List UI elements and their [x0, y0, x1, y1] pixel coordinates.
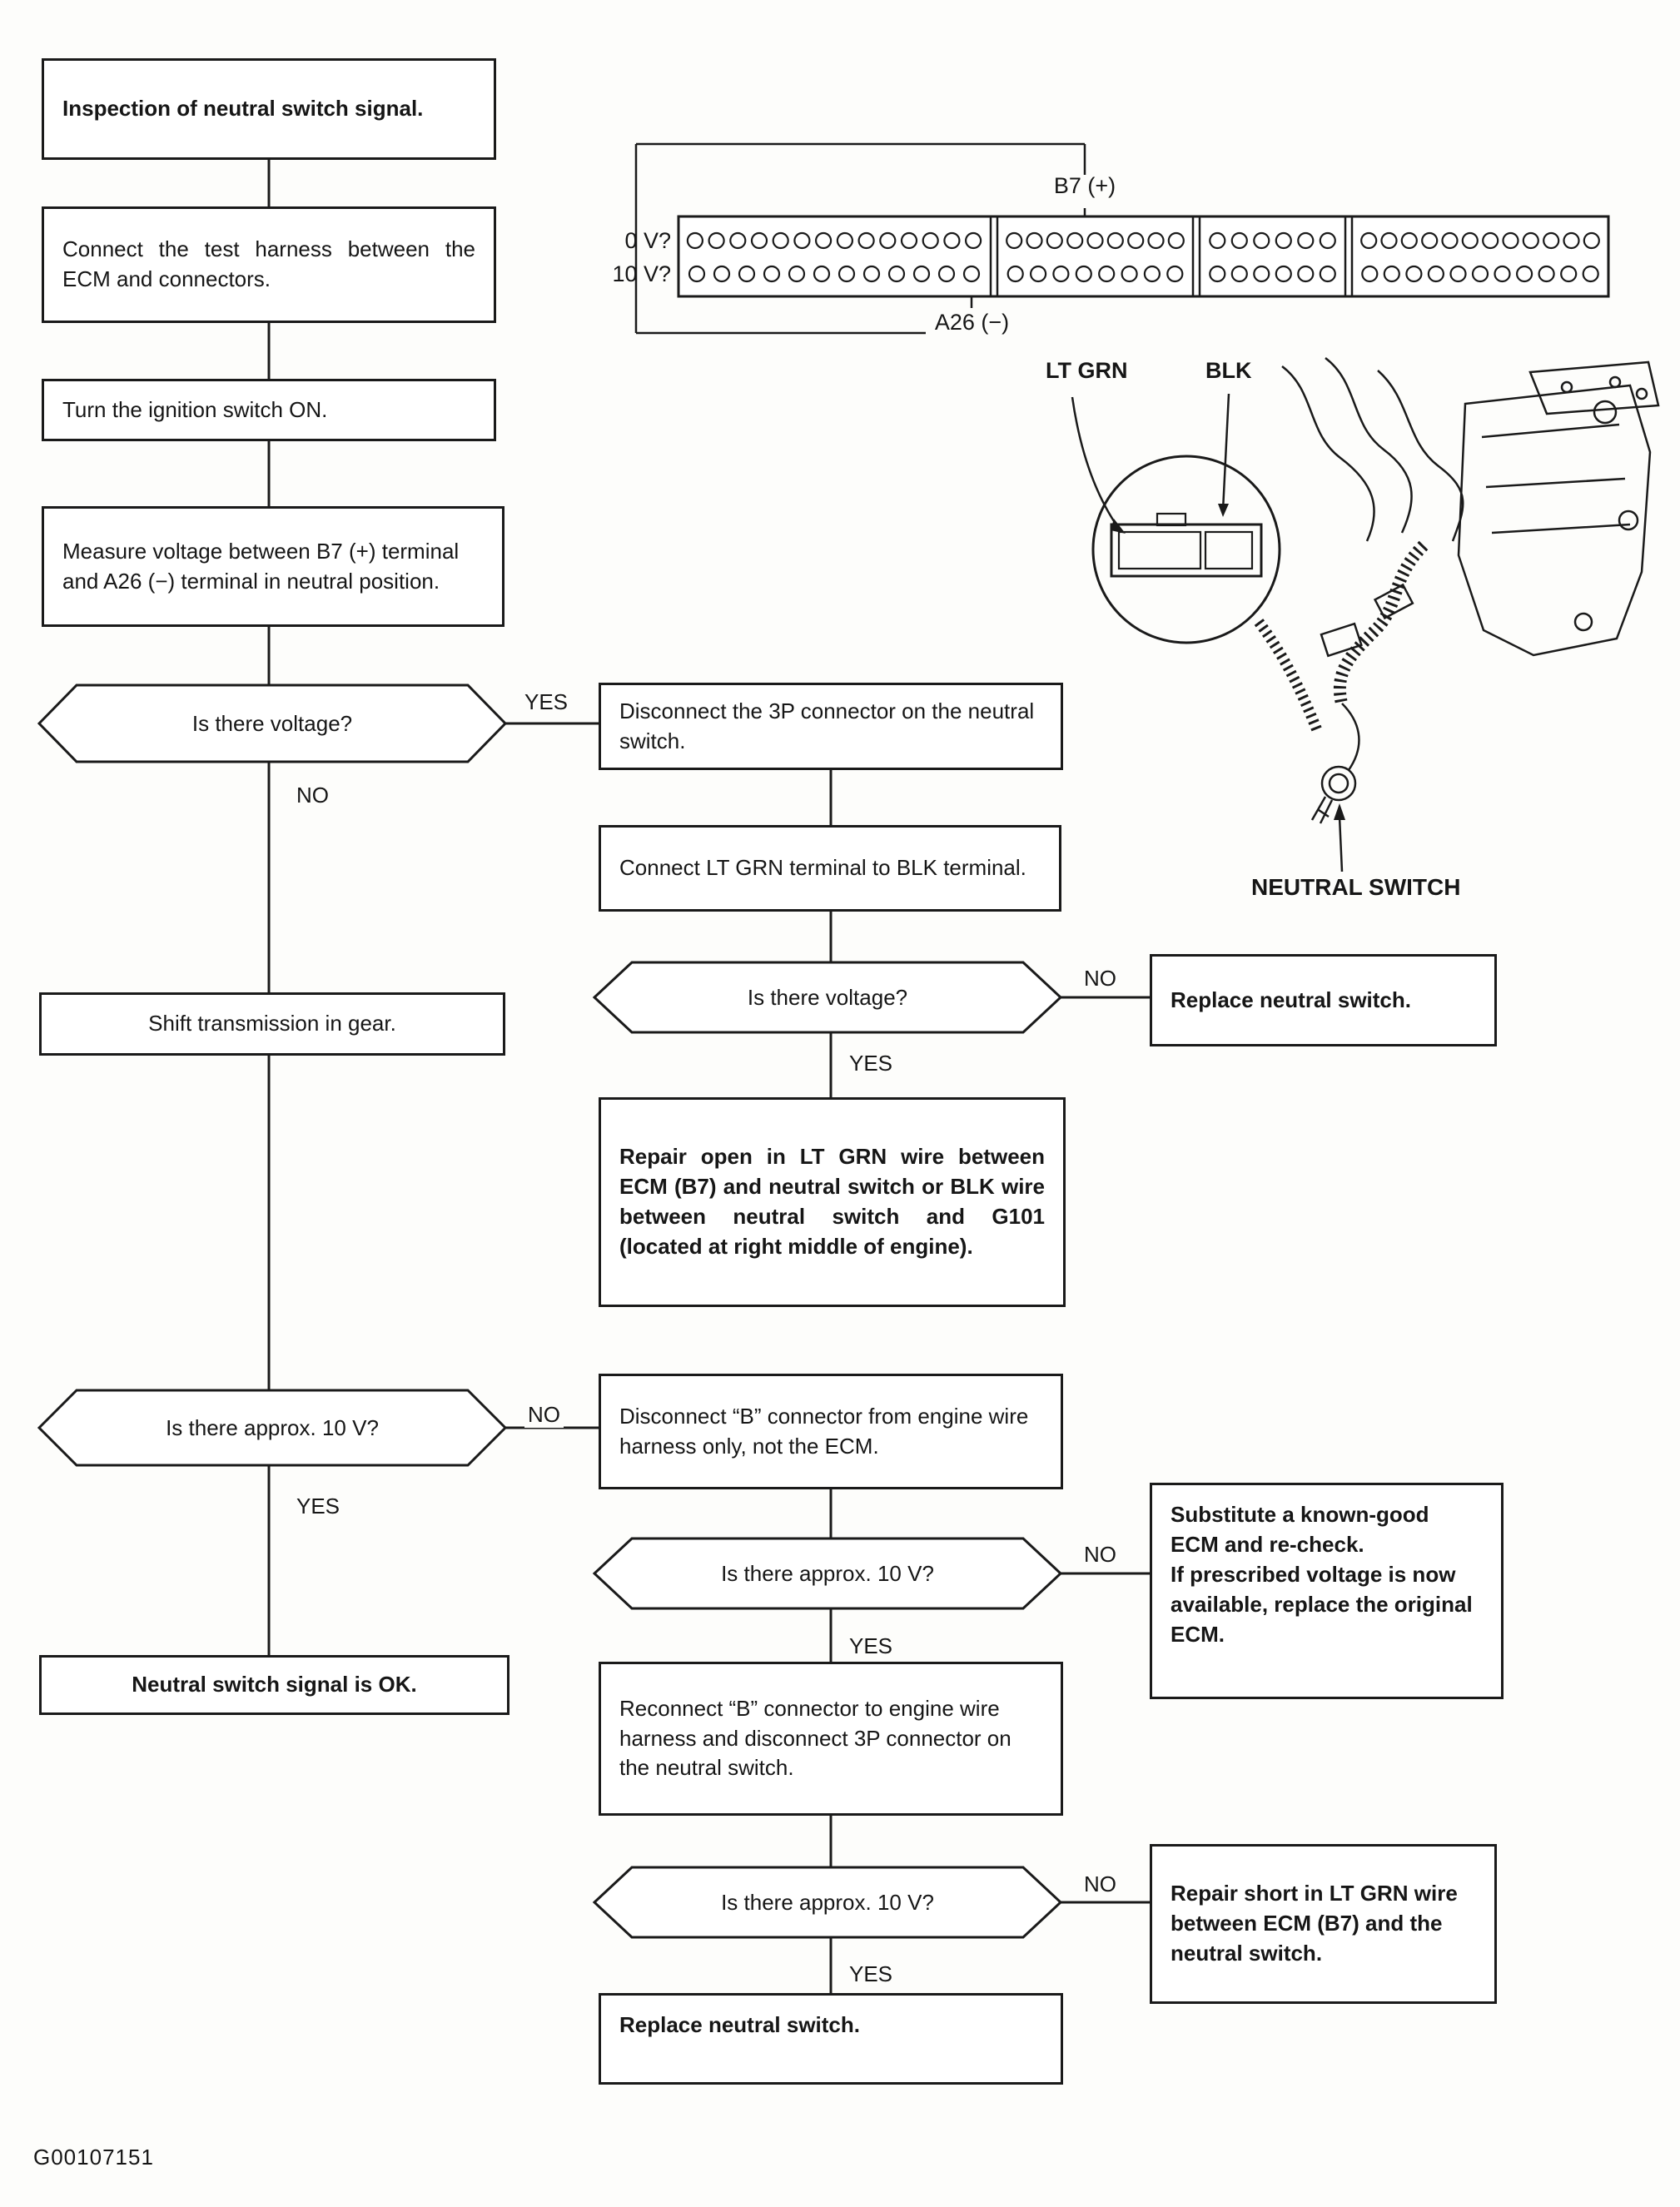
node-shift-gear-text: Shift transmission in gear.: [148, 1011, 396, 1036]
neutral-switch-label: NEUTRAL SWITCH: [1251, 874, 1461, 900]
node-signal-ok-text: Neutral switch signal is OK.: [132, 1672, 417, 1698]
figure-id: G00107151: [33, 2145, 154, 2170]
node-ignition-on: [42, 379, 496, 441]
decision-approx-10v-2: Is there approx. 10 V?: [721, 1560, 934, 1586]
node-replace-switch: [1150, 954, 1497, 1046]
node-substitute-ecm-line2: If prescribed voltage is now available, replace the original ECM.: [1171, 1561, 1473, 1647]
node-substitute-ecm-line1: Substitute a known-good ECM and re-check.: [1171, 1502, 1429, 1557]
edge-label-10v3-no: NO: [1081, 1871, 1120, 1897]
node-connect-harness-text: Connect the test harness between the ECM and connectors.: [62, 236, 475, 291]
edge-label-10v2-yes: YES: [846, 1633, 896, 1659]
node-disconnect-b: [599, 1374, 1063, 1489]
node-connect-ltgrn-blk-text: Connect LT GRN terminal to BLK terminal.: [619, 855, 1026, 881]
node-disconnect-3p-text: Disconnect the 3P connector on the neutral switch.: [619, 698, 1035, 753]
node-repair-open: [599, 1097, 1066, 1307]
decision-is-there-voltage-2: Is there voltage?: [747, 984, 908, 1010]
edge-label-voltage1-yes: YES: [521, 689, 571, 715]
ten-volt-label: 10 V?: [612, 261, 671, 286]
decision-approx-10v-3: Is there approx. 10 V?: [721, 1889, 934, 1915]
edge-label-10v3-yes: YES: [846, 1961, 896, 1987]
b7-terminal-label: B7 (+): [1053, 173, 1116, 198]
edge-label-voltage2-yes: YES: [846, 1051, 896, 1076]
edge-label-10v1-yes: YES: [293, 1494, 343, 1519]
edge-label-voltage2-no: NO: [1081, 966, 1120, 992]
node-connect-ltgrn-blk: [599, 825, 1061, 912]
node-repair-short-text: Repair short in LT GRN wire between ECM (B7) and the neutral switch.: [1171, 1881, 1458, 1966]
neutral-switch-drawing: [1312, 767, 1355, 823]
node-start: [42, 58, 496, 160]
decision-is-there-voltage-1: Is there voltage?: [191, 710, 353, 736]
node-disconnect-b-text: Disconnect “B” connector from engine wire harness only, not the ECM.: [619, 1403, 1029, 1459]
node-replace-switch-final-text: Replace neutral switch.: [619, 2012, 860, 2037]
node-disconnect-3p: [599, 683, 1063, 770]
node-shift-gear: [39, 992, 505, 1056]
node-start-text: Inspection of neutral switch signal.: [62, 96, 424, 122]
blk-wire-label: BLK: [1205, 358, 1252, 383]
node-replace-switch-final: [599, 1993, 1063, 2085]
node-connect-harness: [42, 206, 496, 323]
neutral-switch-arrow: [1334, 803, 1345, 872]
node-repair-open-text: Repair open in LT GRN wire between ECM (B7) and neutral switch or BLK wire between neutral switch and G101 (located at right middle of engine).: [619, 1144, 1045, 1259]
ecm-connector-drawing: [678, 216, 1608, 296]
node-measure-voltage-text: Measure voltage between B7 (+) terminal and A26 (−) terminal in neutral position.: [62, 538, 460, 594]
node-reconnect-b-text: Reconnect “B” connector to engine wire harness and disconnect 3P connector on the neutral switch.: [619, 1695, 1011, 1781]
node-reconnect-b: [599, 1662, 1063, 1816]
node-replace-switch-text: Replace neutral switch.: [1171, 987, 1411, 1012]
lt-grn-wire-label: LT GRN: [1046, 358, 1128, 383]
edge-label-10v1-no: NO: [524, 1402, 564, 1428]
engine-illustration: [1072, 358, 1658, 872]
magnifier-detail: [1093, 456, 1280, 643]
decision-approx-10v-1: Is there approx. 10 V?: [166, 1414, 379, 1440]
edge-label-voltage1-no: NO: [293, 783, 332, 808]
edge-label-10v2-no: NO: [1081, 1542, 1120, 1568]
node-substitute-ecm: [1150, 1483, 1504, 1699]
node-measure-voltage: [42, 506, 504, 627]
node-ignition-on-text: Turn the ignition switch ON.: [62, 396, 328, 422]
zero-volt-label: 0 V?: [624, 228, 671, 253]
node-signal-ok: [39, 1655, 509, 1715]
node-repair-short: [1150, 1844, 1497, 2004]
a26-terminal-label: A26 (−): [934, 310, 1010, 335]
